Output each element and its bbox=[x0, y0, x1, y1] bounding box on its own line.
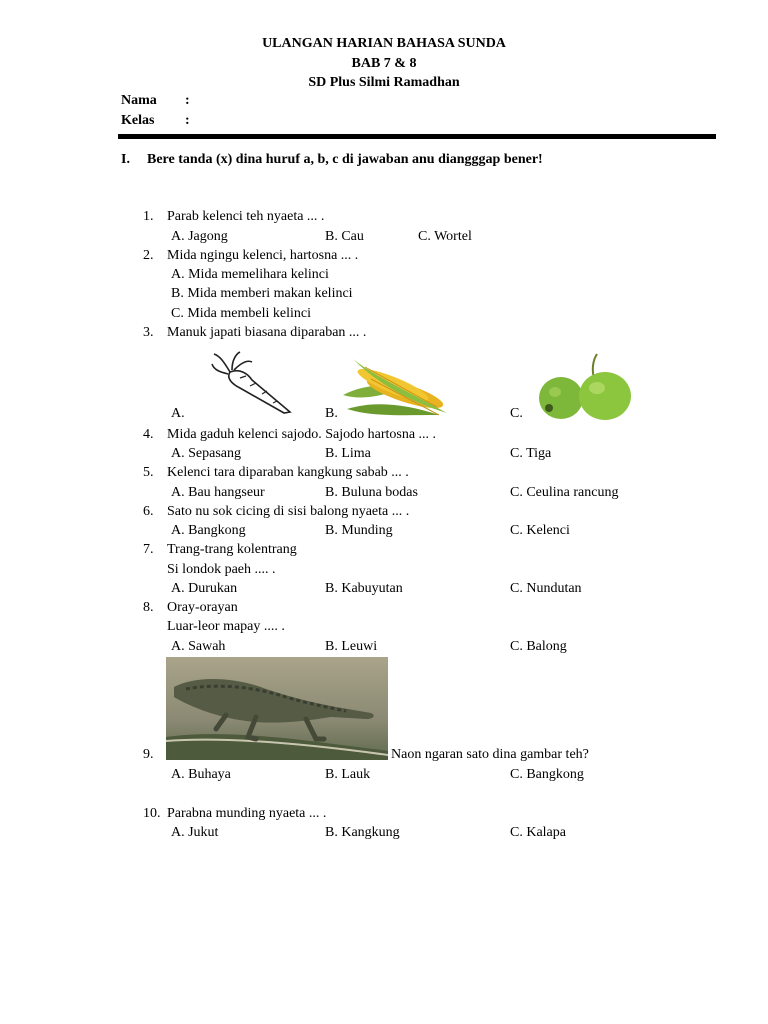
q1-option-a: A. Jagong bbox=[171, 229, 228, 244]
q9-option-a: A. Buhaya bbox=[171, 767, 231, 782]
q9-option-c: C. Bangkong bbox=[510, 767, 584, 782]
q9-option-b: B. Lauk bbox=[325, 767, 371, 782]
corn-image bbox=[343, 355, 451, 419]
q7-number: 7. bbox=[143, 542, 154, 557]
school-name: SD Plus Silmi Ramadhan bbox=[308, 75, 460, 90]
section-instruction: Bere tanda (x) dina huruf a, b, c di jawaban anu diangggap bener! bbox=[147, 152, 543, 167]
q3-option-b: B. bbox=[325, 406, 338, 421]
q8-line1: Oray-orayan bbox=[167, 600, 238, 615]
q7-option-a: A. Durukan bbox=[171, 581, 238, 596]
name-colon: : bbox=[185, 93, 190, 108]
q3-option-c: C. bbox=[510, 406, 523, 421]
q9-text: Naon ngaran sato dina gambar teh? bbox=[391, 747, 589, 762]
q1-number: 1. bbox=[143, 209, 154, 224]
q6-option-b: B. Munding bbox=[325, 523, 393, 538]
q4-number: 4. bbox=[143, 427, 154, 442]
q9-number: 9. bbox=[143, 747, 154, 762]
q8-line2: Luar-leor mapay .... . bbox=[167, 619, 285, 634]
q8-option-a: A. Sawah bbox=[171, 639, 226, 654]
q3-number: 3. bbox=[143, 325, 154, 340]
q4-option-c: C. Tiga bbox=[510, 446, 552, 461]
chapter-title: BAB 7 & 8 bbox=[351, 56, 417, 71]
q10-option-b: B. Kangkung bbox=[325, 825, 400, 840]
class-colon: : bbox=[185, 113, 190, 128]
q5-option-a: A. Bau hangseur bbox=[171, 485, 265, 500]
q8-option-c: C. Balong bbox=[510, 639, 567, 654]
q6-number: 6. bbox=[143, 504, 154, 519]
q7-line2: Si londok paeh .... . bbox=[167, 562, 276, 577]
q5-number: 5. bbox=[143, 465, 154, 480]
q10-option-a: A. Jukut bbox=[171, 825, 219, 840]
header-divider bbox=[118, 134, 716, 139]
name-label: Nama bbox=[121, 93, 157, 108]
q6-text: Sato nu sok cicing di sisi balong nyaeta ... . bbox=[167, 504, 410, 519]
q4-option-b: B. Lima bbox=[325, 446, 371, 461]
coconut-image bbox=[535, 352, 655, 420]
q2-option-c: C. Mida membeli kelinci bbox=[171, 306, 311, 321]
q10-number: 10. bbox=[143, 806, 161, 821]
q2-option-a: A. Mida memelihara kelinci bbox=[171, 267, 329, 282]
q4-text: Mida gaduh kelenci sajodo. Sajodo hartosna ... . bbox=[167, 427, 437, 442]
q7-line1: Trang-trang kolentrang bbox=[167, 542, 297, 557]
q10-option-c: C. Kalapa bbox=[510, 825, 566, 840]
q8-option-b: B. Leuwi bbox=[325, 639, 378, 654]
q4-option-a: A. Sepasang bbox=[171, 446, 241, 461]
q3-text: Manuk japati biasana diparaban ... . bbox=[167, 325, 367, 340]
q2-option-b: B. Mida memberi makan kelinci bbox=[171, 286, 353, 301]
q5-option-c: C. Ceulina rancung bbox=[510, 485, 619, 500]
q1-option-c: C. Wortel bbox=[418, 229, 472, 244]
q7-option-c: C. Nundutan bbox=[510, 581, 582, 596]
q10-text: Parabna munding nyaeta ... . bbox=[167, 806, 327, 821]
section-number: I. bbox=[121, 152, 130, 167]
q6-option-a: A. Bangkong bbox=[171, 523, 246, 538]
carrot-image bbox=[210, 350, 295, 415]
crocodile-image bbox=[166, 657, 388, 760]
q1-text: Parab kelenci teh nyaeta ... . bbox=[167, 209, 325, 224]
q3-option-a: A. bbox=[171, 406, 185, 421]
q2-text: Mida ngingu kelenci, hartosna ... . bbox=[167, 248, 359, 263]
q8-number: 8. bbox=[143, 600, 154, 615]
q5-option-b: B. Buluna bodas bbox=[325, 485, 418, 500]
exam-title: ULANGAN HARIAN BAHASA SUNDA bbox=[262, 36, 506, 51]
q1-option-b: B. Cau bbox=[325, 229, 364, 244]
q5-text: Kelenci tara diparaban kangkung sabab ... . bbox=[167, 465, 409, 480]
q7-option-b: B. Kabuyutan bbox=[325, 581, 403, 596]
class-label: Kelas bbox=[121, 113, 155, 128]
q6-option-c: C. Kelenci bbox=[510, 523, 570, 538]
q2-number: 2. bbox=[143, 248, 154, 263]
